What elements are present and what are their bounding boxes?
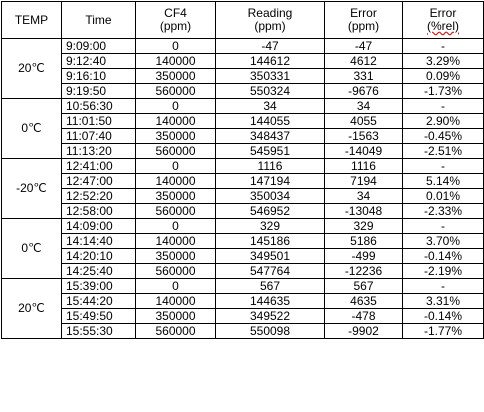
cell-error-rel: -0.14% [403, 309, 484, 324]
table-row [2, 39, 484, 54]
cell-cf4: 350000 [136, 69, 216, 84]
cell-reading: 550098 [216, 324, 325, 339]
cell-cf4: 560000 [136, 84, 216, 99]
cell-time: 11:13:20 [62, 144, 136, 159]
cell-error-ppm: 331 [325, 69, 403, 84]
cell-error-rel: 3.29% [403, 54, 484, 69]
cell-error-ppm: 4635 [325, 294, 403, 309]
cell-time: 9:09:00 [62, 39, 136, 54]
cell-time: 12:47:00 [62, 174, 136, 189]
header-error-rel-line2: (%rel) [427, 19, 459, 33]
cell-time: 9:12:40 [62, 54, 136, 69]
cell-error-rel: - [403, 279, 484, 294]
cell-reading: 546952 [216, 204, 325, 219]
header-reading-line1: Reading [247, 6, 293, 20]
cell-error-ppm: -499 [325, 249, 403, 264]
cell-error-rel: 3.31% [403, 294, 484, 309]
cell-time: 15:55:30 [62, 324, 136, 339]
cell-error-ppm: -13048 [325, 204, 403, 219]
cell-error-ppm: 329 [325, 219, 403, 234]
table-row [2, 294, 484, 309]
cell-reading: 144612 [216, 54, 325, 69]
header-error-ppm-line1: Error [350, 6, 377, 20]
cell-cf4: 560000 [136, 204, 216, 219]
cell-reading: 547764 [216, 264, 325, 279]
cell-error-ppm: -478 [325, 309, 403, 324]
table-row [2, 264, 484, 279]
table-row [2, 129, 484, 144]
cell-error-ppm: -47 [325, 39, 403, 54]
header-temp: TEMP [2, 2, 62, 39]
cell-error-rel: -1.77% [403, 324, 484, 339]
cell-reading: 350331 [216, 69, 325, 84]
cell-reading: 348437 [216, 129, 325, 144]
cell-error-rel: - [403, 99, 484, 114]
header-cf4 [136, 2, 216, 39]
cell-error-ppm: -14049 [325, 144, 403, 159]
header-error-ppm [325, 2, 403, 39]
cell-cf4: 560000 [136, 324, 216, 339]
cell-cf4: 0 [136, 39, 216, 54]
cell-cf4: 0 [136, 279, 216, 294]
cell-time: 9:16:10 [62, 69, 136, 84]
cell-error-ppm: -12236 [325, 264, 403, 279]
cell-cf4: 0 [136, 99, 216, 114]
cell-reading: 147194 [216, 174, 325, 189]
header-reading [216, 2, 325, 39]
cell-temp: 20℃ [2, 279, 62, 339]
cell-time: 14:09:00 [62, 219, 136, 234]
cell-temp: 0℃ [2, 99, 62, 159]
cell-cf4: 140000 [136, 234, 216, 249]
cell-reading: 329 [216, 219, 325, 234]
cell-error-ppm: 1116 [325, 159, 403, 174]
cell-reading: 350034 [216, 189, 325, 204]
cell-reading: 567 [216, 279, 325, 294]
table-row [2, 189, 484, 204]
calibration-table [1, 1, 484, 339]
cell-error-ppm: 567 [325, 279, 403, 294]
cell-reading: 545951 [216, 144, 325, 159]
cell-error-rel: 0.09% [403, 69, 484, 84]
cell-error-rel: - [403, 219, 484, 234]
table-row [2, 174, 484, 189]
cell-error-rel: -2.33% [403, 204, 484, 219]
cell-cf4: 350000 [136, 129, 216, 144]
cell-cf4: 140000 [136, 54, 216, 69]
table-row [2, 279, 484, 294]
header-cf4-line1: CF4 [164, 6, 187, 20]
header-error-rel [403, 2, 484, 39]
header-time: Time [62, 2, 136, 39]
cell-cf4: 560000 [136, 144, 216, 159]
cell-temp: -20℃ [2, 159, 62, 219]
cell-reading: -47 [216, 39, 325, 54]
cell-time: 14:14:40 [62, 234, 136, 249]
cell-error-ppm: 34 [325, 189, 403, 204]
cell-reading: 550324 [216, 84, 325, 99]
cell-error-rel: 2.90% [403, 114, 484, 129]
table-row [2, 114, 484, 129]
cell-time: 12:41:00 [62, 159, 136, 174]
cell-reading: 145186 [216, 234, 325, 249]
header-cf4-line2: (ppm) [159, 19, 192, 33]
cell-error-ppm: 4612 [325, 54, 403, 69]
cell-temp: 0℃ [2, 219, 62, 279]
cell-error-ppm: -1563 [325, 129, 403, 144]
table-row [2, 69, 484, 84]
table-row [2, 144, 484, 159]
cell-time: 11:01:50 [62, 114, 136, 129]
header-row [2, 2, 484, 39]
cell-error-ppm: -9902 [325, 324, 403, 339]
header-error-rel-line1: Error [429, 6, 457, 20]
cell-error-rel: - [403, 159, 484, 174]
cell-error-ppm: -9676 [325, 84, 403, 99]
cell-time: 12:58:00 [62, 204, 136, 219]
cell-error-ppm: 5186 [325, 234, 403, 249]
cell-time: 10:56:30 [62, 99, 136, 114]
cell-error-ppm: 34 [325, 99, 403, 114]
cell-time: 14:20:10 [62, 249, 136, 264]
cell-time: 11:07:40 [62, 129, 136, 144]
table-row [2, 54, 484, 69]
cell-time: 15:49:50 [62, 309, 136, 324]
cell-reading: 349522 [216, 309, 325, 324]
cell-cf4: 140000 [136, 174, 216, 189]
table-row [2, 204, 484, 219]
table-row [2, 84, 484, 99]
cell-error-rel: -2.19% [403, 264, 484, 279]
cell-cf4: 350000 [136, 309, 216, 324]
cell-error-rel: - [403, 39, 484, 54]
cell-error-rel: -1.73% [403, 84, 484, 99]
header-reading-line2: (ppm) [254, 19, 286, 33]
table-row [2, 99, 484, 114]
table-row [2, 159, 484, 174]
cell-error-rel: -2.51% [403, 144, 484, 159]
cell-time: 15:39:00 [62, 279, 136, 294]
cell-error-ppm: 4055 [325, 114, 403, 129]
cell-cf4: 560000 [136, 264, 216, 279]
cell-time: 14:25:40 [62, 264, 136, 279]
cell-cf4: 350000 [136, 189, 216, 204]
cell-reading: 34 [216, 99, 325, 114]
cell-error-rel: 0.01% [403, 189, 484, 204]
table-row [2, 309, 484, 324]
cell-error-ppm: 7194 [325, 174, 403, 189]
cell-error-rel: 3.70% [403, 234, 484, 249]
cell-error-rel: -0.14% [403, 249, 484, 264]
cell-error-rel: 5.14% [403, 174, 484, 189]
table-row [2, 219, 484, 234]
header-error-ppm-line2: (ppm) [347, 19, 380, 33]
cell-cf4: 350000 [136, 249, 216, 264]
cell-reading: 144635 [216, 294, 325, 309]
cell-reading: 1116 [216, 159, 325, 174]
cell-time: 15:44:20 [62, 294, 136, 309]
cell-time: 9:19:50 [62, 84, 136, 99]
cell-error-rel: -0.45% [403, 129, 484, 144]
cell-cf4: 0 [136, 159, 216, 174]
table-row [2, 324, 484, 339]
cell-reading: 349501 [216, 249, 325, 264]
cell-temp: 20℃ [2, 39, 62, 99]
table-row [2, 249, 484, 264]
cell-cf4: 140000 [136, 114, 216, 129]
table-row [2, 234, 484, 249]
cell-cf4: 0 [136, 219, 216, 234]
cell-cf4: 140000 [136, 294, 216, 309]
cell-reading: 144055 [216, 114, 325, 129]
cell-time: 12:52:20 [62, 189, 136, 204]
